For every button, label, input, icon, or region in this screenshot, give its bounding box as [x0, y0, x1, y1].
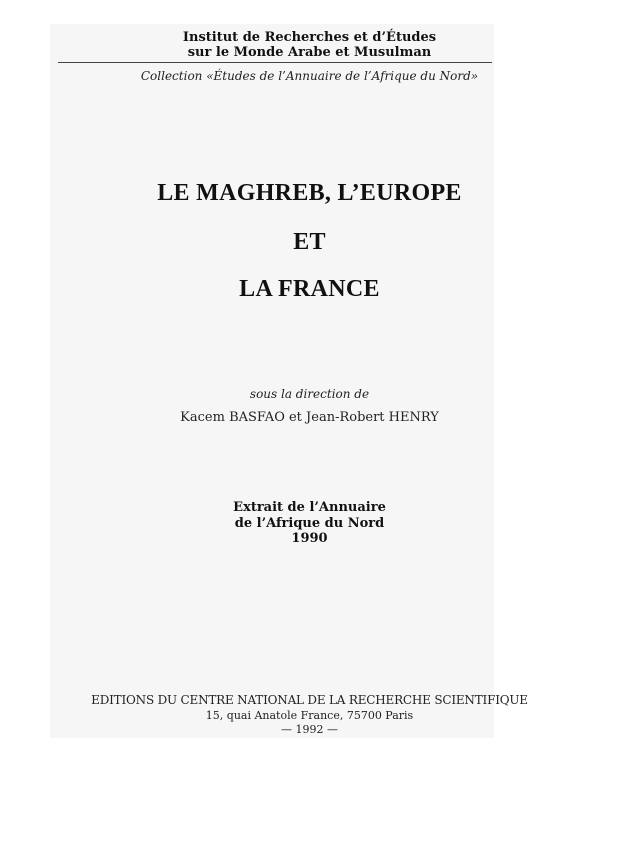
book-title-line1: LE MAGHREB, L’EUROPE	[157, 180, 462, 206]
publisher-address: 15, quai Anatole France, 75700 Paris	[205, 709, 414, 722]
book-title-line3: LA FRANCE	[239, 276, 380, 302]
institute-name-line2: sur le Monde Arabe et Musulman	[187, 45, 432, 60]
direction-label: sous la direction de	[249, 387, 370, 401]
institute-name-line1: Institut de Recherches et d’Études	[182, 30, 437, 45]
publication-year: — 1992 —	[281, 723, 338, 736]
extract-line1: Extrait de l’Annuaire	[233, 500, 386, 515]
extract-line2: de l’Afrique du Nord	[234, 516, 385, 531]
book-title-line2: ET	[293, 229, 326, 255]
page-scan-background	[50, 24, 494, 738]
extract-year: 1990	[291, 531, 328, 546]
header-divider	[58, 62, 492, 63]
collection-name: Collection «Études de l’Annuaire de l’Afrique du Nord»	[140, 69, 479, 83]
publisher-name: EDITIONS DU CENTRE NATIONAL DE LA RECHERCHE SCIENTIFIQUE	[91, 693, 528, 707]
editor-names: Kacem BASFAO et Jean-Robert HENRY	[180, 410, 439, 425]
